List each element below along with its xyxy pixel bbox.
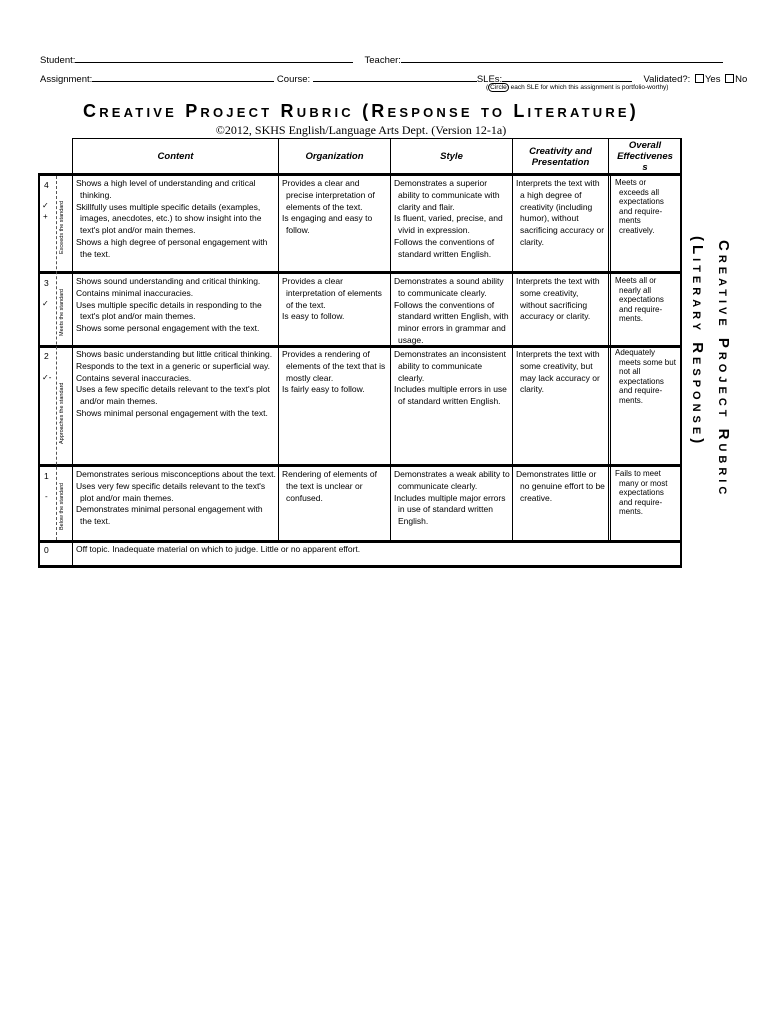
check-mark: ✓: [42, 299, 49, 308]
row3-content-item: Uses multiple specific details in responding to the text's plot and/or main themes.: [76, 299, 262, 322]
row-separator: [38, 173, 682, 176]
teacher-label: Teacher:: [364, 55, 401, 66]
header-content-label: Content: [157, 151, 194, 162]
row3-creativity-item: Interprets the text with some creativity, without sacrificing accuracy or clarity.: [516, 276, 600, 322]
row2-creativity: [513, 349, 608, 396]
row1-content-item: Demonstrates minimal personal engagement with the text.: [76, 504, 263, 527]
assignment-field[interactable]: [92, 72, 274, 82]
row3-style: [391, 276, 512, 347]
row2-style-item: Demonstrates an inconsistent ability to communicate clearly.: [394, 349, 506, 383]
column-line: [610, 174, 611, 542]
score-2: 2: [44, 351, 49, 361]
plus-mark: +: [43, 212, 48, 221]
row3-organization-item: Is easy to follow.: [282, 311, 345, 322]
row2-content-item: Contains several inaccuracies.: [76, 372, 192, 383]
row3-organization-item: Provides a clear interpretation of elements of the text.: [282, 276, 382, 310]
score-1: 1: [44, 471, 49, 481]
row2-content-item: Shows minimal personal engagement with the text.: [76, 407, 268, 418]
row3-content-item: Contains minimal inaccuracies.: [76, 287, 194, 298]
header-overall-line3: s: [642, 162, 648, 173]
assignment-label: Assignment:: [40, 74, 93, 85]
header-creativity: [512, 138, 609, 175]
header-organization-label: Organization: [305, 151, 364, 162]
sles-label: SLEs:: [476, 74, 503, 85]
sle-note: [486, 84, 668, 91]
score-3: 3: [44, 278, 49, 288]
row4-overall: [612, 178, 680, 236]
row3-content: [73, 276, 278, 335]
row3-organization: [279, 276, 390, 323]
row2-overall-item: Adequately meets some but not all expectations and require-ments.: [615, 348, 676, 405]
check-mark: ✓: [42, 201, 49, 210]
table-border-right: [680, 138, 682, 567]
student-teacher-line: [40, 53, 723, 66]
level-label: Exceeds the standard: [59, 200, 65, 254]
header-creativity-label: Creativity and Presentation: [529, 145, 592, 168]
row2-style: [391, 349, 512, 408]
row2-organization: [279, 349, 390, 396]
student-label: Student:: [40, 55, 76, 66]
page-title: Creative Project Rubric (Response to Literature): [83, 101, 639, 121]
row3-overall: [612, 276, 680, 324]
column-line: [608, 174, 609, 542]
teacher-field[interactable]: [401, 53, 723, 63]
row1-style: [391, 469, 512, 528]
row3-content-item: Shows sound understanding and critical thinking.: [76, 276, 261, 286]
header-style: [390, 138, 513, 175]
side-title: Creative Project Rubric: [715, 240, 732, 499]
row4-overall-item: Meets or exceeds all expectations and require-ments creatively.: [615, 178, 664, 235]
row1-creativity: [513, 469, 608, 504]
note-circle-word: Circle: [490, 84, 507, 91]
level-label: Meets the standard: [59, 288, 65, 336]
row1-content-item: Demonstrates serious misconceptions about the text.: [76, 469, 276, 479]
row4-creativity: [513, 178, 608, 249]
no-checkbox[interactable]: [725, 74, 734, 83]
row1-overall: [612, 469, 680, 517]
row1-content-item: Uses very few specific details relevant to the text's plot and/or main themes.: [76, 480, 266, 503]
level-label: Below the standard: [59, 482, 65, 530]
row3-overall-item: Meets all or nearly all expectations and require-ments.: [615, 276, 664, 324]
row1-organization-item: Rendering of elements of the text is unclear or confused.: [282, 469, 377, 503]
note-text: each SLE for which this assignment is portfolio-worthy): [508, 84, 669, 91]
row4-creativity-item: Interprets the text with a high degree of creativity (including humor), without sacrificing accuracy or clarity.: [516, 178, 605, 247]
score-4: 4: [44, 180, 49, 190]
row4-style: [391, 178, 512, 261]
header-overall-line1: Overall: [628, 140, 662, 151]
course-field[interactable]: [313, 72, 477, 82]
yes-checkbox[interactable]: [695, 74, 704, 83]
row1-style-item: Demonstrates a weak ability to communicate clearly.: [394, 469, 510, 491]
validated-label: Validated?:: [643, 74, 691, 85]
row-separator: [38, 271, 682, 274]
yes-label: Yes: [704, 74, 721, 85]
row3-style-item: Demonstrates a sound ability to communicate clearly.: [394, 276, 504, 298]
row4-style-item: Follows the conventions of standard written English.: [394, 236, 495, 259]
side-subtitle: (Literary Response): [689, 236, 706, 448]
row2-content: [73, 349, 278, 420]
header-style-label: Style: [440, 151, 463, 162]
row2-organization-item: Is fairly easy to follow.: [282, 384, 365, 395]
row3-content-item: Shows some personal engagement with the text.: [76, 323, 260, 334]
row2-creativity-item: Interprets the text with some creativity, but may lack accuracy or clarity.: [516, 349, 600, 395]
row-separator: [38, 565, 682, 568]
row3-style-item: Follows the conventions of standard written English, with minor errors in grammar and usage.: [394, 299, 509, 345]
row1-style-item: Includes multiple major errors in use of standard written English.: [394, 492, 506, 527]
row4-organization-item: Provides a clear and precise interpretation of elements of the text.: [282, 178, 375, 212]
header-overall: [608, 138, 682, 175]
table-border-left: [38, 174, 40, 567]
sles-field[interactable]: [502, 72, 632, 82]
row-separator: [38, 464, 682, 467]
row2-style-item: Includes multiple errors in use of standard written English.: [394, 384, 507, 407]
row1-overall-item: Fails to meet many or most expectations and require-ments.: [615, 469, 668, 517]
page-subtitle: ©2012, SKHS English/Language Arts Dept. (Version 12-1a): [215, 123, 507, 137]
row4-style-item: Is fluent, varied, precise, and vivid in expression.: [394, 213, 503, 236]
row-separator: [38, 345, 682, 348]
row1-creativity-item: Demonstrates little or no genuine effort to be creative.: [516, 469, 605, 503]
row3-creativity: [513, 276, 608, 323]
score-divider: [56, 176, 57, 540]
row4-style-item: Demonstrates a superior ability to communicate with clarity and flair.: [394, 178, 500, 212]
student-field[interactable]: [75, 53, 353, 63]
no-label: No: [735, 74, 748, 85]
row1-content: [73, 469, 278, 528]
header-overall-line2: Effectivenes: [617, 151, 673, 162]
row-separator: [38, 540, 682, 543]
row4-content-item: Skillfully uses multiple specific details (examples, images, anecdotes, etc.) to show insight into the text's plot and/or main themes.: [76, 201, 262, 236]
course-label: Course:: [276, 74, 311, 85]
row4-organization-item: Is engaging and easy to follow.: [282, 213, 373, 236]
row2-content-item: Responds to the text in a generic or superficial way.: [76, 360, 271, 371]
header-organization: [278, 138, 391, 175]
row2-content-item: Uses a few specific details relevant to the text's plot and/or main themes.: [76, 384, 270, 407]
row0-text: Off topic. Inadequate material on which to judge. Little or no apparent effort.: [76, 544, 361, 554]
row4-content: [73, 178, 278, 261]
row2-organization-item: Provides a rendering of elements of the text that is mostly clear.: [282, 349, 386, 383]
check-minus-mark: ✓-: [42, 373, 52, 382]
row2-content-item: Shows basic understanding but little critical thinking.: [76, 349, 273, 359]
row4-content-item: Shows a high level of understanding and critical thinking.: [76, 178, 256, 200]
level-label: Approaches the standard: [59, 382, 65, 444]
row4-content-item: Shows a high degree of personal engagement with the text.: [76, 236, 268, 259]
row1-organization: [279, 469, 390, 504]
note-paren: (: [486, 84, 489, 91]
row2-overall: [612, 348, 680, 406]
minus-mark: -: [45, 492, 48, 501]
header-content: [72, 138, 279, 175]
score-0: 0: [44, 545, 49, 555]
row4-organization: [279, 178, 390, 237]
